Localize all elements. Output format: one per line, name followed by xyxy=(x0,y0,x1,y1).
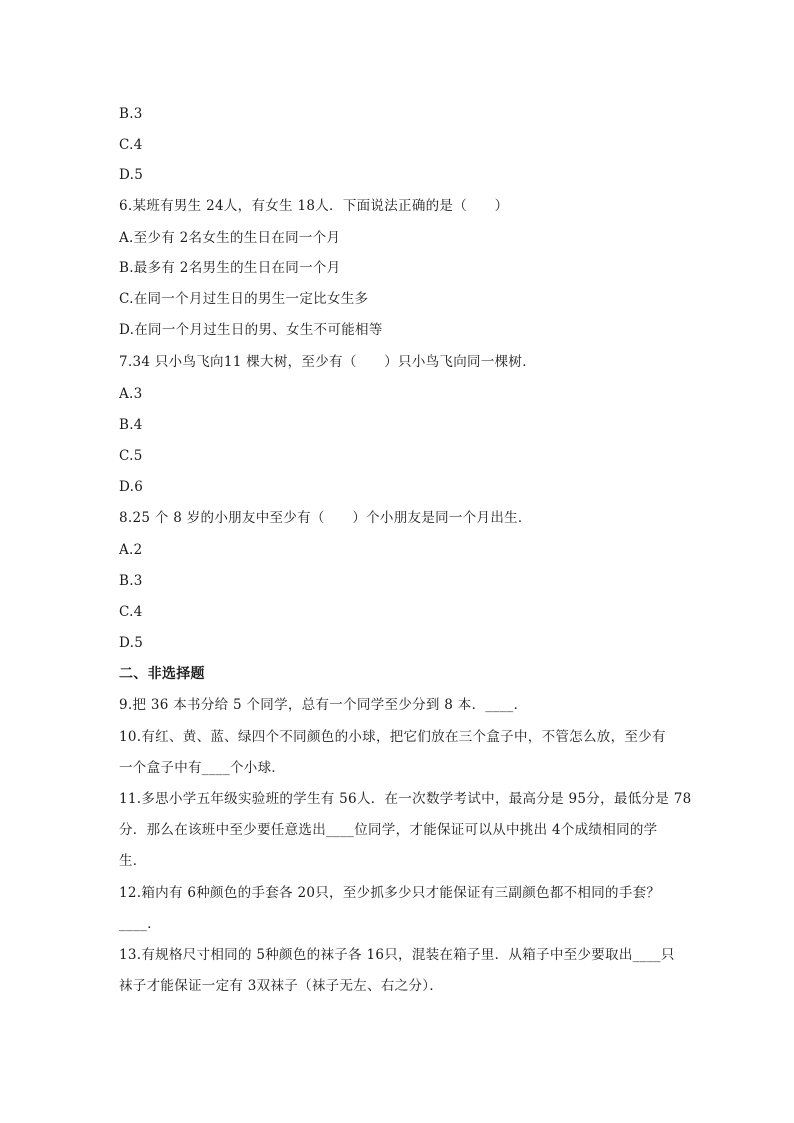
question-7: 7.34 只小鸟飞向11 棵大树，至少有（ ）只小鸟飞向同一棵树． xyxy=(119,354,537,370)
question-10-line-2: 一个盒子中有____个小球． xyxy=(119,760,286,776)
question-6: 6.某班有男生 24人，有女生 18人．下面说法正确的是（ ） xyxy=(119,198,509,214)
option-a-q8: A.2 xyxy=(119,542,143,558)
option-a-q7: A.3 xyxy=(119,386,143,402)
question-8: 8.25 个 8 岁的小朋友中至少有（ ）个小朋友是同一个月出生． xyxy=(119,510,532,526)
option-d-q7: D.6 xyxy=(119,479,144,495)
option-a-q6: A.至少有 2名女生的生日在同一个月 xyxy=(119,230,341,246)
option-c-q7: C.5 xyxy=(119,448,143,464)
question-13-line-2: 袜子才能保证一定有 3双袜子（袜子无左、右之分）． xyxy=(119,978,444,994)
section-heading: 二、非选择题 xyxy=(119,666,205,682)
question-12-line-2: ____． xyxy=(119,916,161,932)
question-11-line-2: 分．那么在该班中至少要任意选出____位同学，才能保证可以从中挑出 4个成绩相同的学 xyxy=(119,822,658,838)
option-b-q8: B.3 xyxy=(119,573,143,589)
question-9: 9.把 36 本书分给 5 个同学，总有一个同学至少分到 8 本．____． xyxy=(119,697,528,713)
option-d-q6: D.在同一个月过生日的男、女生不可能相等 xyxy=(119,322,383,338)
option-c-q8: C.4 xyxy=(119,604,143,620)
question-11-line-1: 11.多思小学五年级实验班的学生有 56人．在一次数学考试中，最高分是 95分，最低分是 78 xyxy=(119,791,692,807)
option-b-q5: B.3 xyxy=(119,106,143,122)
option-d-q5: D.5 xyxy=(119,167,144,183)
question-11-line-3: 生． xyxy=(119,853,147,869)
option-b-q6: B.最多有 2名男生的生日在同一个月 xyxy=(119,260,341,276)
option-d-q8: D.5 xyxy=(119,635,144,651)
question-10-line-1: 10.有红、黄、蓝、绿四个不同颜色的小球，把它们放在三个盒子中，不管怎么放，至少有 xyxy=(119,729,666,745)
option-c-q5: C.4 xyxy=(119,137,143,153)
question-13-line-1: 13.有规格尺寸相同的 5种颜色的袜子各 16只，混装在箱子里．从箱子中至少要取出____只 xyxy=(119,947,675,963)
option-c-q6: C.在同一个月过生日的男生一定比女生多 xyxy=(119,291,369,307)
question-12-line-1: 12.箱内有 6种颜色的手套各 20只，至少抓多少只才能保证有三副颜色都不相同的手套？ xyxy=(119,885,661,901)
option-b-q7: B.4 xyxy=(119,417,143,433)
